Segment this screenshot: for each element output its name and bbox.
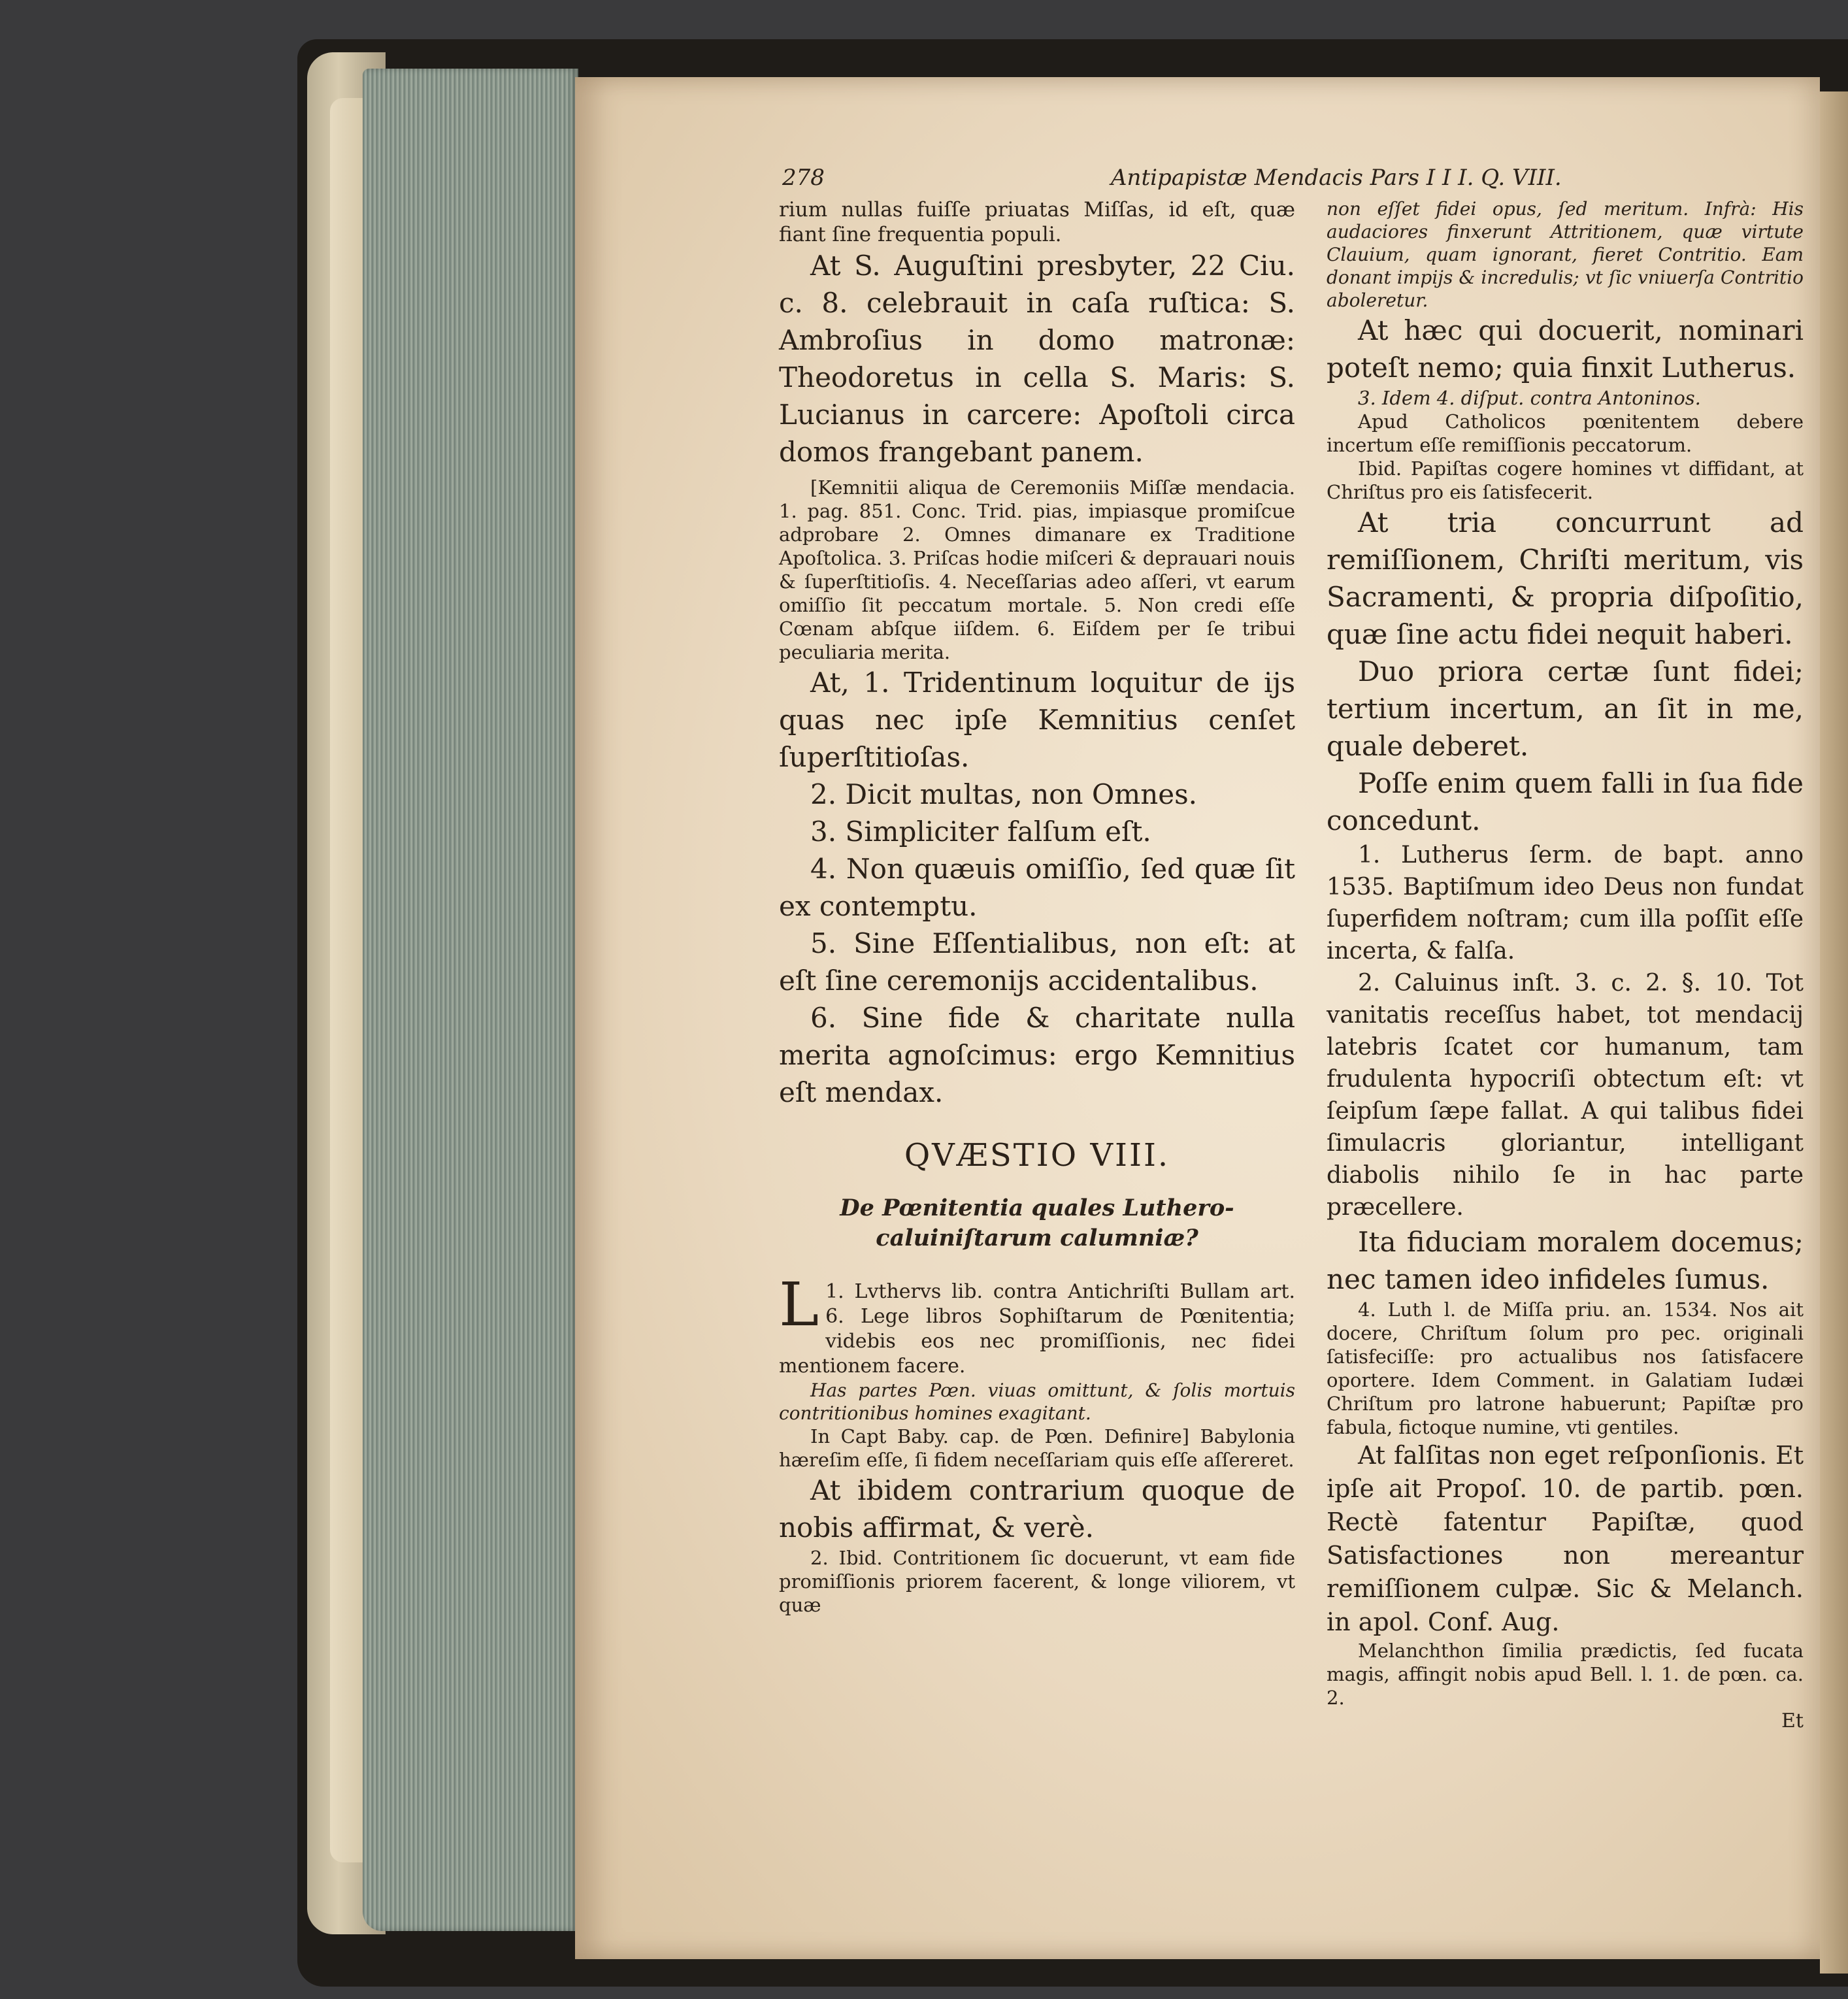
paragraph: 4. Luth l. de Miſſa priu. an. 1534. Nos ait docere, Chriſtum ſolum pro pec. originali ſatisfeciſſe: pro actualibus nos ſatisfacere oportere. Idem Comment. in Galatiam Iudæi Chriſtum pro latrone habuerunt; Papiſtæ pro fabula, fictoque numine, vti gentiles. xyxy=(1327,1298,1804,1438)
paragraph: Ibid. Papiſtas cogere homines vt diffidant, at Chriſtus pro eis ſatisfecerit. xyxy=(1327,457,1804,503)
paragraph: In Capt Baby. cap. de Pœn. Definire] Babylonia hæreſim eſſe, ſi fidem neceſſariam quis eſſe aſſereret. xyxy=(779,1425,1295,1471)
paragraph: At ibidem contrarium quoque de nobis affirmat, & verè. xyxy=(779,1474,1295,1544)
paragraph: 2. Caluinus inſt. 3. c. 2. §. 10. Tot vanitatis receſſus habet, tot mendacij latebris ſcatet cor humanum, tam frudulenta hypocriſi obtectum eſt: vt ſeipſum ſæpe fallat. A qui talibus fidei ſimulacris gloriantur, intelligant diabolis nihilo ſe in hac parte præcellere. xyxy=(1327,970,1804,1221)
paragraph: Ita fiduciam moralem docemus; nec tamen ideo infideles ſumus. xyxy=(1327,1226,1804,1295)
paragraph: rium nullas fuiſſe priuatas Miſſas, id eſt, quæ fiant ſine frequentia populi. xyxy=(779,198,1295,246)
paragraph: 1. Lutherus ſerm. de bapt. anno 1535. Baptiſmum ideo Deus non fundat ſuperfidem noſtram; cum illa poſſit eſſe incerta, & falſa. xyxy=(1327,842,1804,965)
paragraph: Has partes Pœn. viuas omittunt, & ſolis mortuis contritionibus homines exagitant. xyxy=(779,1379,1295,1424)
question-subtitle: De Pœnitentia quales Luthero-caluiniſtarum calumniæ? xyxy=(840,1195,1234,1251)
paragraph: At falſitas non eget reſponſionis. Et ipſe ait Propoſ. 10. de partib. pœn. Rectè fatentur Papiſtæ, quod Satisfactiones non mereantur remiſſionem culpæ. Sic & Melanch. in apol. Conf. Aug. xyxy=(1327,1441,1804,1636)
paragraph: Duo priora certæ ſunt fidei; tertium incertum, an ſit in me, quale deberet. xyxy=(1327,655,1804,762)
drop-cap: L xyxy=(779,1270,819,1340)
facing-page-edge xyxy=(1820,91,1848,1974)
paragraph: Melanchthon ſimilia prædictis, ſed fucata magis, affingit nobis apud Bell. l. 1. de pœn. ca. 2. xyxy=(1327,1640,1804,1709)
running-title: Antipapistæ Mendacis Pars I I I. Q. VIII. xyxy=(1111,165,1562,191)
paragraph: 2. Dicit multas, non Omnes. xyxy=(810,778,1197,810)
catchword: Et xyxy=(1781,1710,1804,1732)
left-column xyxy=(779,197,1295,1617)
paragraph xyxy=(779,1270,1295,1379)
paragraph: 3. Simpliciter falſum eſt. xyxy=(810,816,1151,848)
paragraph: Poſſe enim quem falli in ſua fide concedunt. xyxy=(1327,767,1804,836)
paragraph: 5. Sine Eſſentialibus, non eſt: at eſt ſine ceremonijs accidentalibus. xyxy=(779,927,1295,997)
paragraph: non eſſet fidei opus, ſed meritum. Infrà: His audaciores finxerunt Attritionem, quæ virtute Clauium, quam ignorant, fieret Contritio. Eam donant impijs & incredulis; vt ſic vniuerſa Contritio aboleretur. xyxy=(1327,198,1804,311)
paragraph: At tria concurrunt ad remiſſionem, Chriſti meritum, vis Sacramenti, & propria diſpoſitio, quæ ſine actu fidei nequit haberi. xyxy=(1327,506,1804,650)
paragraph: [Kemnitii aliqua de Ceremoniis Miſſæ mendacia. 1. pag. 851. Conc. Trid. pias, impiasque promiſcue adprobare 2. Omnes dimanare ex Traditione Apoſtolica. 3. Priſcas hodie miſceri & deprauari nouis & ſuperſtitioſis. 4. Neceſſarias adeo aſſeri, vt earum omiſſio ſit peccatum mortale. 5. Non credi eſſe Cœnam abſque iiſdem. 6. Eiſdem per ſe tribui peculiaria merita. xyxy=(779,476,1295,663)
paragraph: Apud Catholicos pœnitentem debere incertum eſſe remiſſionis peccatorum. xyxy=(1327,410,1804,456)
paragraph: 3. Idem 4. diſput. contra Antoninos. xyxy=(1358,387,1701,409)
paragraph: At S. Auguſtini presbyter, 22 Ciu. c. 8. celebrauit in caſa ruſtica: S. Ambroſius in domo matronæ: Theodoretus in cella S. Maris: S. Lucianus in carcere: Apoſtoli circa domos frangebant panem. xyxy=(779,250,1295,468)
page-number: 278 xyxy=(782,165,825,191)
paragraph: 4. Non quæuis omiſſio, ſed quæ ſit ex contemptu. xyxy=(779,853,1295,922)
paragraph: At, 1. Tridentinum loquitur de ijs quas nec ipſe Kemnitius cenſet ſuperſtitioſas. xyxy=(779,667,1295,773)
paragraph: At hæc qui docuerit, nominari poteſt nemo; quia finxit Lutherus. xyxy=(1327,314,1804,384)
paragraph: 6. Sine fide & charitate nulla merita agnoſcimus: ergo Kemnitius eſt mendax. xyxy=(779,1002,1295,1108)
paragraph: 2. Ibid. Contritionem ſic docuerunt, vt eam fide promiſſionis priorem facerent, & longe viliorem, vt quæ xyxy=(779,1547,1295,1616)
question-title: QVÆSTIO VIII. xyxy=(904,1137,1170,1174)
page-edges xyxy=(363,69,578,1931)
right-column xyxy=(1327,197,1804,1732)
paragraph-text: 1. Lvthervs lib. contra Antichriſti Bullam art. 6. Lege libros Sophiſtarum de Pœnitentia; videbis eos nec promiſſionis, nec fidei mentionem facere. xyxy=(779,1280,1295,1378)
